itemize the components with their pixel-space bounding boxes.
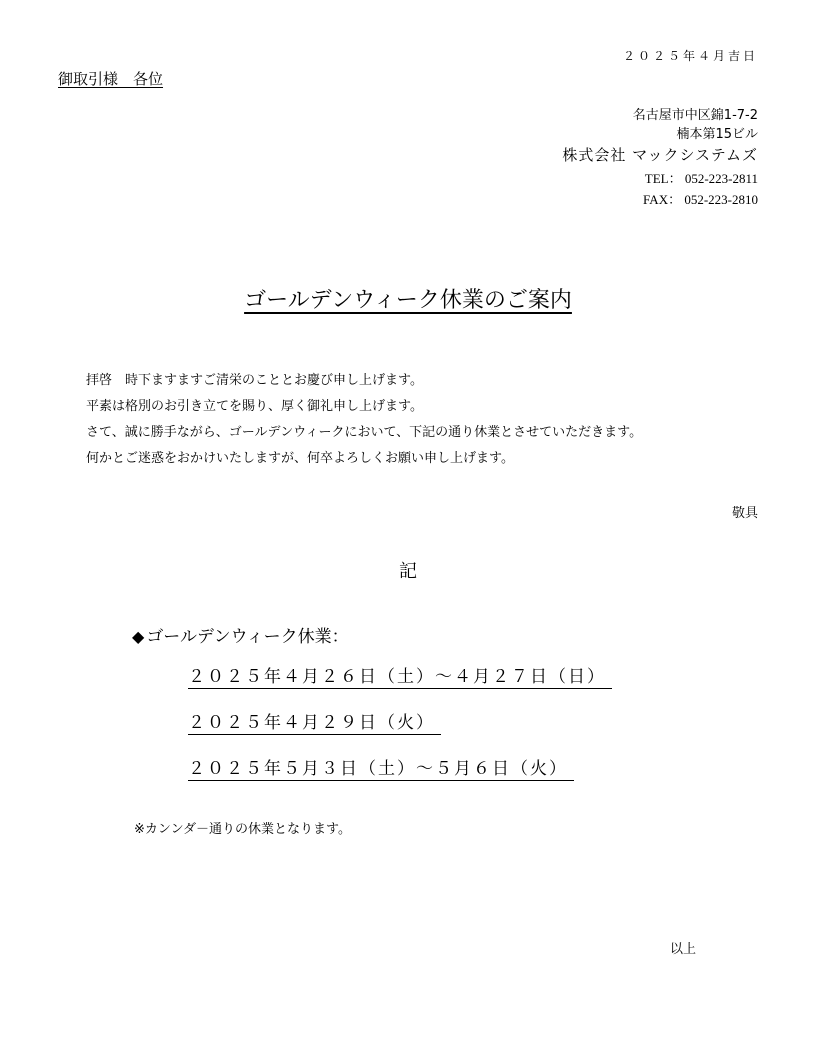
holiday-date-text: ２０２５年４月２９日（火） — [188, 713, 441, 735]
sender-company: 株式会社 マックシステムズ — [562, 146, 758, 164]
calendar-note: ※カンンダ－通りの休業となります。 — [134, 822, 352, 837]
holiday-date-item — [188, 755, 612, 801]
document-title: ゴールデンウィーク休業のご案内 — [244, 288, 572, 313]
recipient: 御取引様 各位 — [58, 70, 164, 88]
sender-fax: FAX： 052-223-2810 — [643, 192, 758, 207]
sender-address-line2: 楠本第15ビル — [676, 127, 758, 142]
body-line: 何かとご迷惑をおかけいたしますが、何卒よろしくお願い申し上げます。 — [86, 451, 514, 466]
body-text — [86, 368, 642, 472]
body-line: さて、誠に勝手ながら、ゴールデンウィークにおいて、下記の通り休業とさせていただきます。 — [86, 425, 643, 440]
holiday-date-item — [188, 663, 612, 709]
body-line: 平素は格別のお引き立てを賜り、厚く御礼申し上げます。 — [86, 399, 423, 414]
document-date: ２０２５年４月吉日 — [622, 49, 758, 63]
holiday-date-text: ２０２５年５月３日（土）～５月６日（火） — [188, 759, 574, 781]
holiday-dates — [188, 663, 612, 801]
ending-ijo: 以上 — [670, 942, 697, 957]
holiday-date-text: ２０２５年４月２６日（土）～４月２７日（日） — [188, 667, 612, 689]
diamond-icon: ◆ — [132, 627, 145, 646]
sender-tel: TEL： 052-223-2811 — [644, 171, 758, 186]
holiday-label: ゴールデンウィーク休業： — [146, 627, 349, 647]
body-line: 拝啓 時下ますますご清栄のこととお慶び申し上げます。 — [86, 373, 423, 388]
holiday-heading — [132, 622, 349, 647]
sender-block — [562, 106, 758, 210]
ki-heading: 記 — [399, 561, 417, 582]
document-title-wrapper — [0, 283, 816, 314]
closing-keigu: 敬具 — [731, 506, 758, 521]
holiday-date-item — [188, 709, 612, 755]
sender-address-line1: 名古屋市中区錦1-7-2 — [632, 108, 758, 123]
